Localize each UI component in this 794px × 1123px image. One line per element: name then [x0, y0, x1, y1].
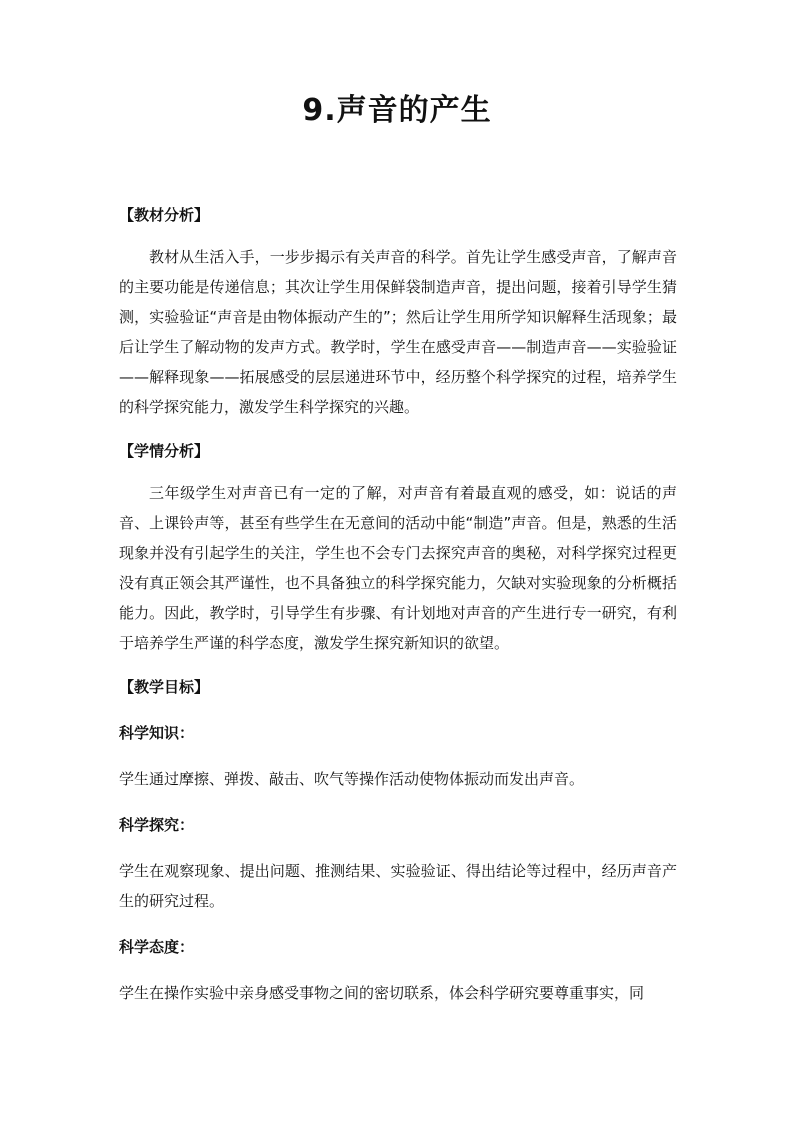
paragraph-textbook-analysis: 教材从生活入手，一步步揭示有关声音的科学。首先让学生感受声音，了解声音的主要功能是传递信息；其次让学生用保鲜袋制造声音，提出问题，接着引导学生猜测，实验验证“声音是由物体振动产生的”；然后让学生用所学知识解释生活现象；最后让学生了解动物的发声方式。教学时，学生在感受声音——制造声音——实验验证——解释现象——拓展感受的层层递进环节中，经历整个科学探究的过程，培养学生的科学探究能力，激发学生科学探究的兴趣。 [119, 248, 677, 416]
subheading-science-knowledge: 科学知识： [119, 724, 195, 742]
section-heading-learner-analysis: 【学情分析】 [119, 442, 210, 460]
section-heading-textbook-analysis: 【教材分析】 [119, 206, 210, 224]
document-body [119, 200, 677, 1008]
subheading-science-inquiry: 科学探究： [119, 816, 195, 834]
page-title: 9.声音的产生 [302, 93, 492, 128]
paragraph-science-knowledge: 学生通过摩擦、弹拨、敲击、吹气等操作活动使物体振动而发出声音。 [119, 770, 585, 788]
subheading-science-attitude: 科学态度： [119, 938, 195, 956]
paragraph-science-attitude: 学生在操作实验中亲身感受事物之间的密切联系，体会科学研究要尊重事实，同 [119, 984, 645, 1002]
section-heading-teaching-goals: 【教学目标】 [119, 678, 210, 696]
paragraph-science-inquiry: 学生在观察现象、提出问题、推测结果、实验验证、得出结论等过程中，经历声音产生的研究过程。 [119, 862, 677, 910]
paragraph-learner-analysis: 三年级学生对声音已有一定的了解，对声音有着最直观的感受，如：说话的声音、上课铃声等，甚至有些学生在无意间的活动中能“制造”声音。但是，熟悉的生活现象并没有引起学生的关注，学生也不会专门去探究声音的奥秘，对科学探究过程更没有真正领会其严谨性，也不具备独立的科学探究能力，欠缺对实验现象的分析概括能力。因此，教学时，引导学生有步骤、有计划地对声音的产生进行专一研究，有利于培养学生严谨的科学态度，激发学生探究新知识的欲望。 [119, 484, 677, 652]
